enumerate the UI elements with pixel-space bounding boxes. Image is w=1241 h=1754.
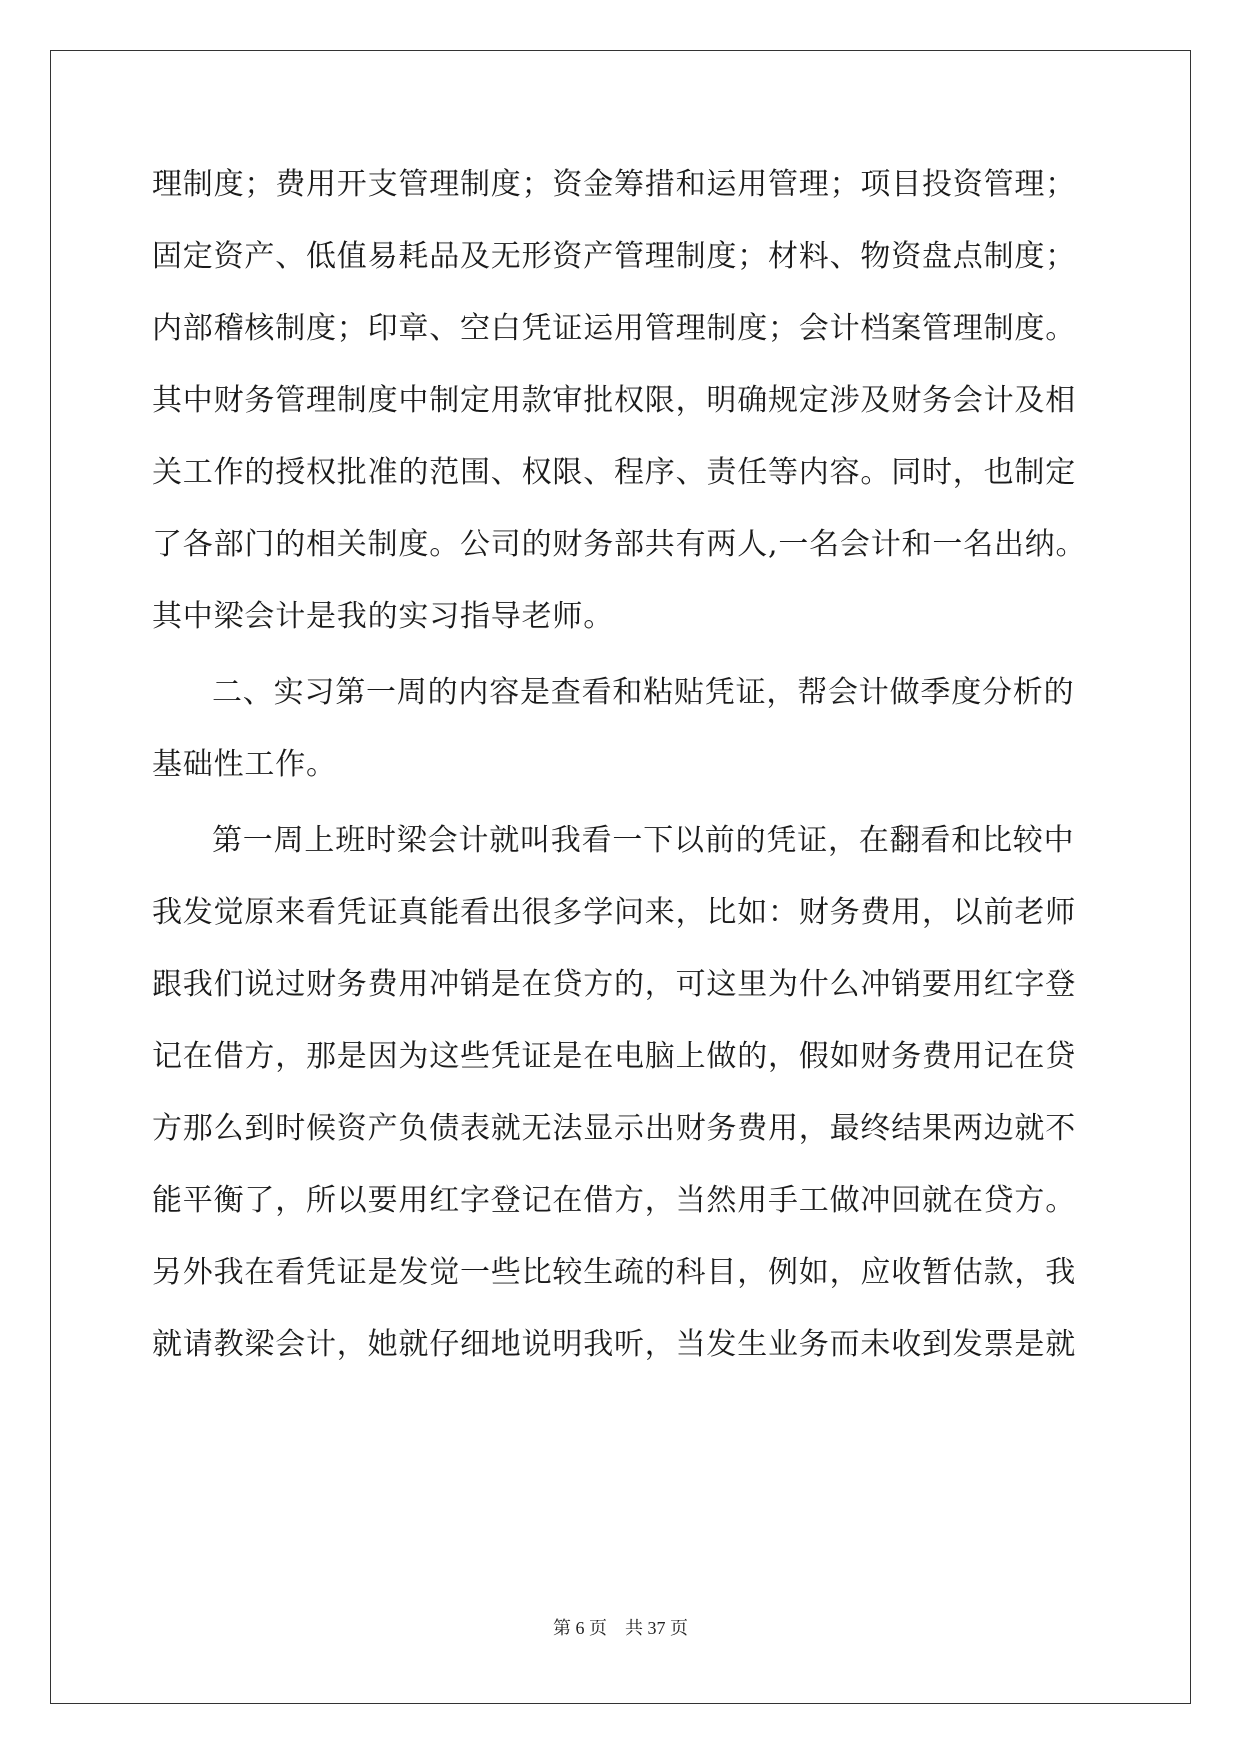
text-line: 另外我在看凭证是发觉一些比较生疏的科目，例如，应收暂估款，我 <box>152 1255 1076 1290</box>
text-line: 理制度；费用开支管理制度；资金筹措和运用管理；项目投资管理； <box>152 167 1076 202</box>
text-line: 内部稽核制度；印章、空白凭证运用管理制度；会计档案管理制度。 <box>152 311 1076 346</box>
text-line: 我发觉原来看凭证真能看出很多学问来，比如：财务费用，以前老师 <box>152 895 1076 930</box>
text-line: 其中财务管理制度中制定用款审批权限，明确规定涉及财务会计及相 <box>152 383 1076 418</box>
text-line: 其中梁会计是我的实习指导老师。 <box>152 599 614 634</box>
page-border <box>50 50 1191 1704</box>
text-line: 基础性工作。 <box>152 747 337 782</box>
text-line: 第一周上班时梁会计就叫我看一下以前的凭证，在翻看和比较中 <box>212 823 1075 858</box>
text-line: 了各部门的相关制度。公司的财务部共有两人,一名会计和一名出纳。 <box>152 527 1087 562</box>
text-line: 就请教梁会计，她就仔细地说明我听，当发生业务而未收到发票是就 <box>152 1327 1076 1362</box>
text-line: 方那么到时候资产负债表就无法显示出财务费用，最终结果两边就不 <box>152 1111 1076 1146</box>
text-line: 记在借方，那是因为这些凭证是在电脑上做的，假如财务费用记在贷 <box>152 1039 1076 1074</box>
text-line: 能平衡了，所以要用红字登记在借方，当然用手工做冲回就在贷方。 <box>152 1183 1076 1218</box>
page-number-footer: 第 6 页 共 37 页 <box>553 1618 688 1638</box>
text-line: 跟我们说过财务费用冲销是在贷方的，可这里为什么冲销要用红字登 <box>152 967 1076 1002</box>
text-line: 关工作的授权批准的范围、权限、程序、责任等内容。同时，也制定 <box>152 455 1076 490</box>
text-line: 固定资产、低值易耗品及无形资产管理制度；材料、物资盘点制度； <box>152 239 1076 274</box>
text-line: 二、实习第一周的内容是查看和粘贴凭证，帮会计做季度分析的 <box>212 675 1075 710</box>
